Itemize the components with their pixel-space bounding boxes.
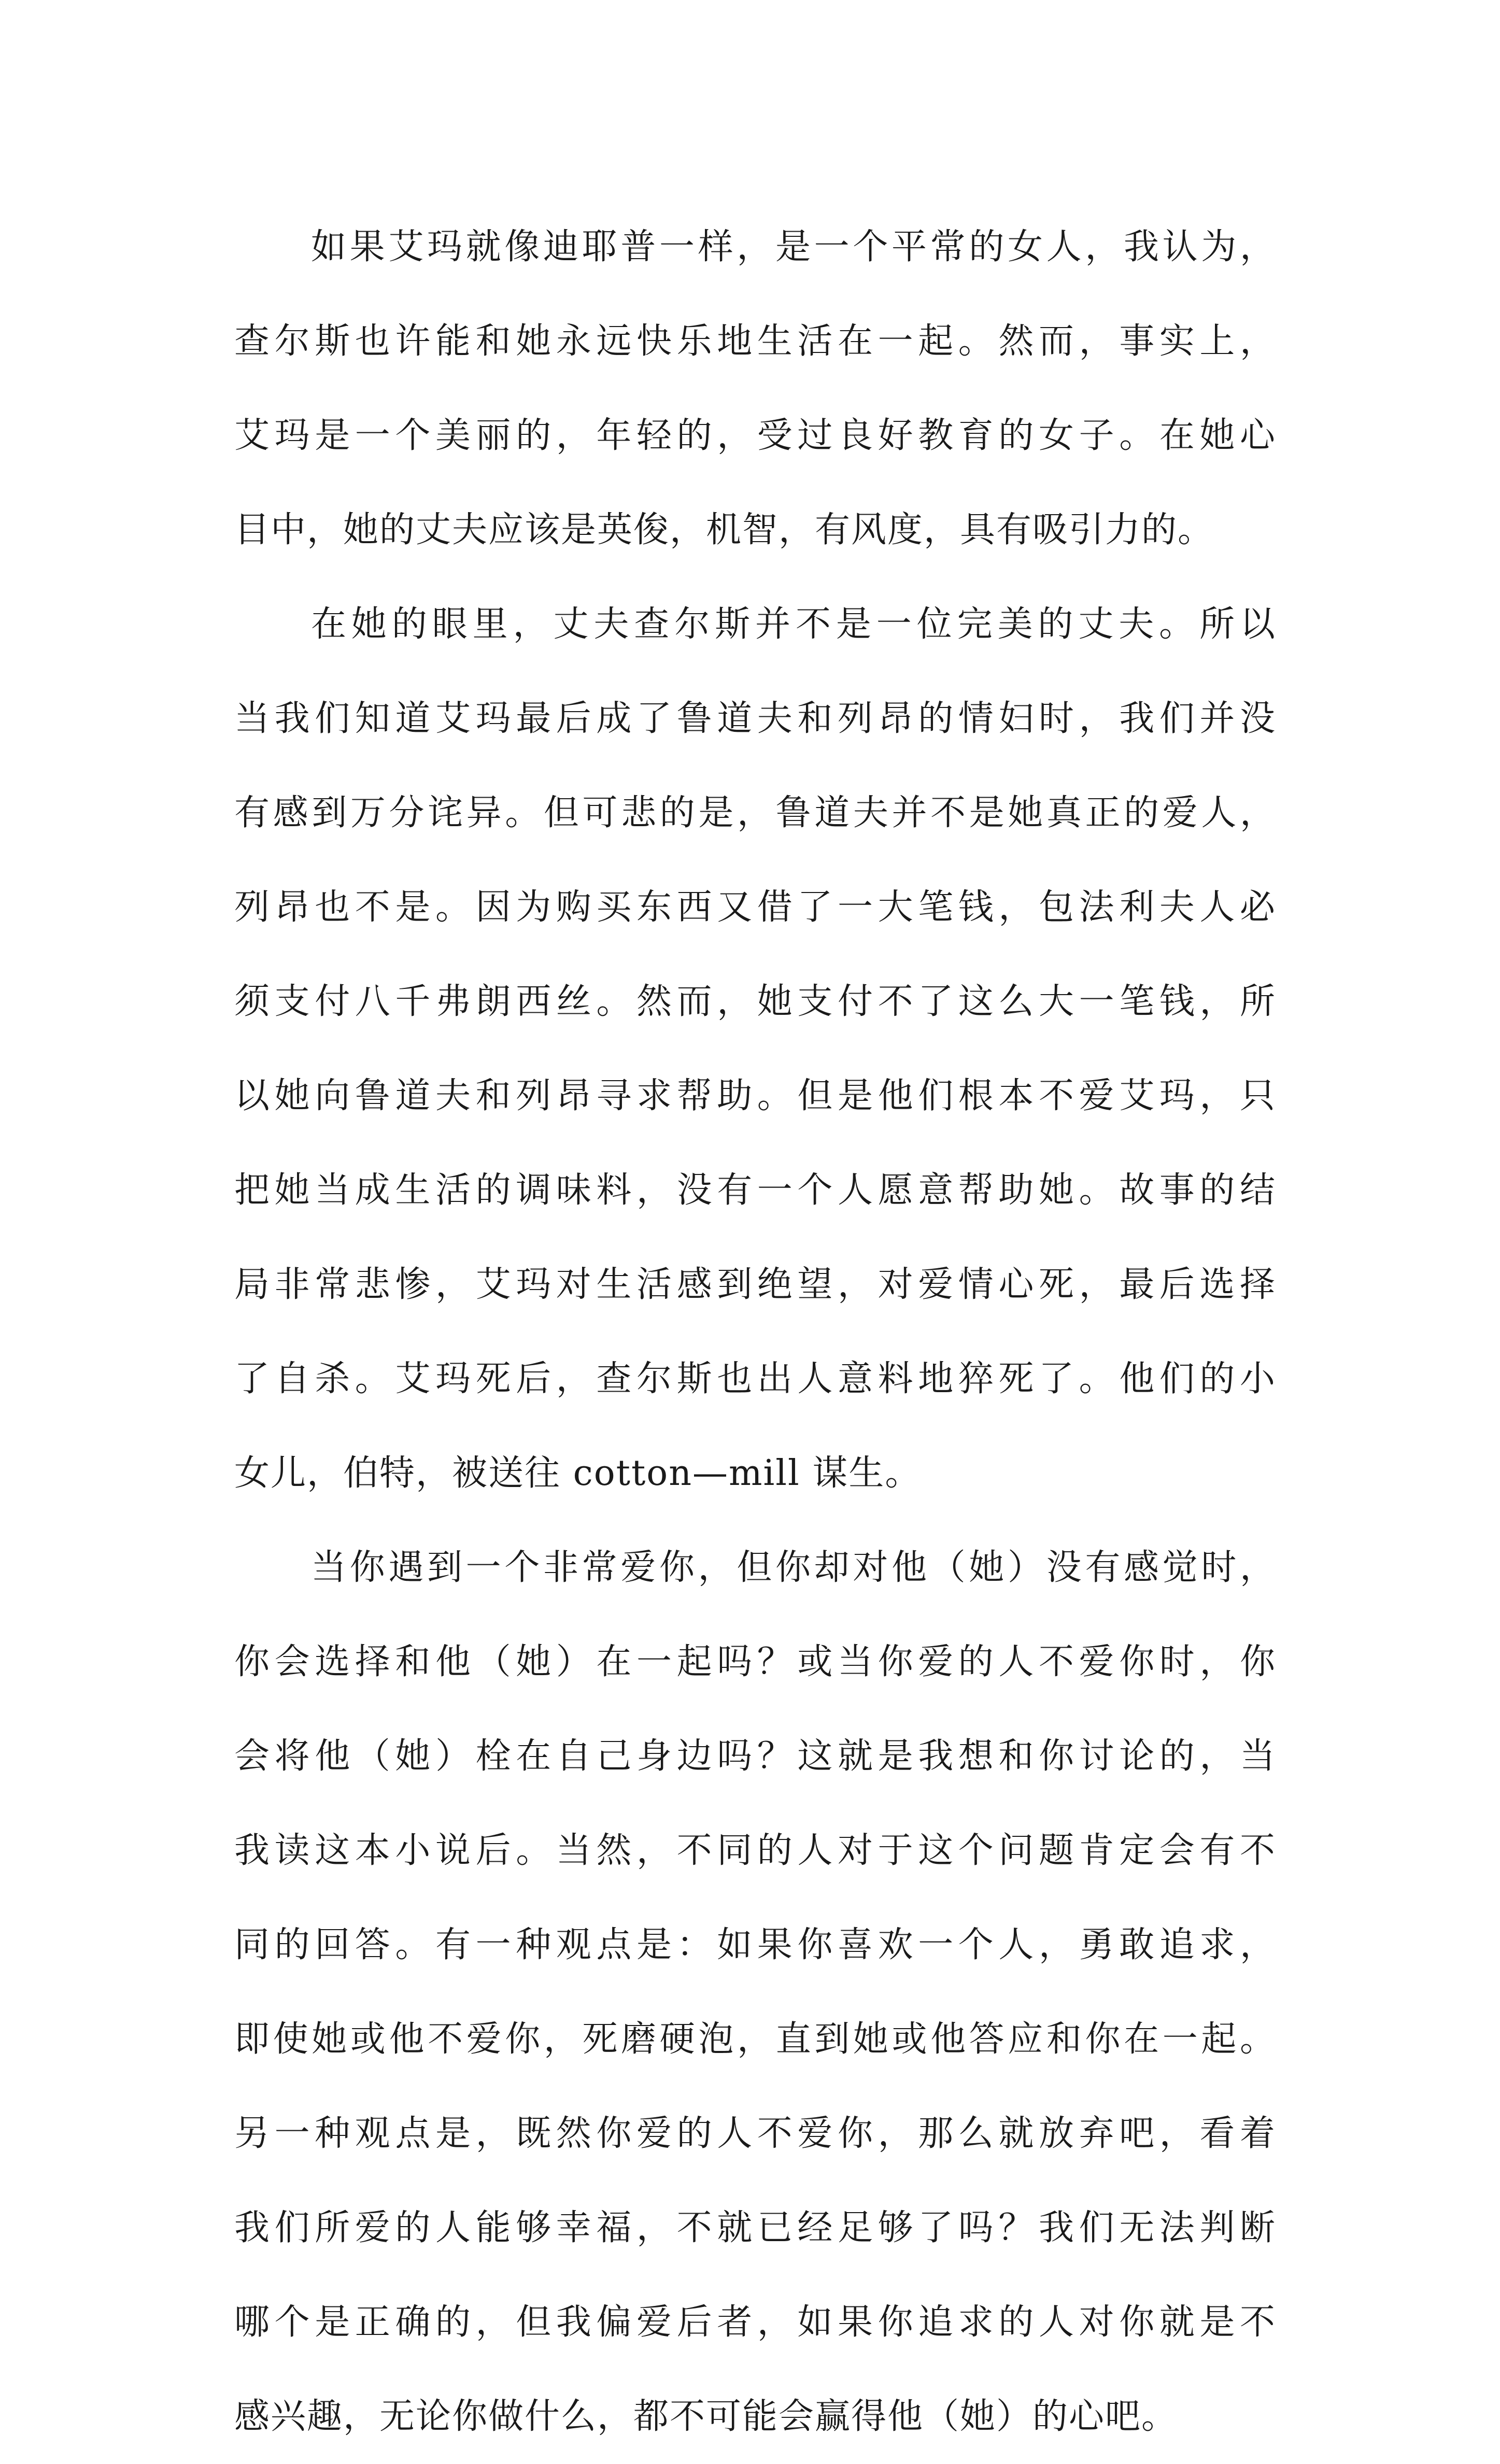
paragraph-2-line-6: 以她向鲁道夫和列昂寻求帮助。但是他们根本不爱艾玛，只 [234,1075,1276,1116]
paragraph-1-line-1: 如果艾玛就像迪耶普一样，是一个平常的女人，我认为， [311,226,1276,267]
paragraph-3-line-7: 另一种观点是，既然你爱的人不爱你，那么就放弃吧，看着 [234,2113,1276,2154]
paragraph-3-line-10: 感兴趣，无论你做什么，都不可能会赢得他（她）的心吧。 [234,2396,1178,2437]
paragraph-3-line-3: 会将他（她）栓在自己身边吗？这就是我想和你讨论的，当 [234,1736,1276,1777]
paragraph-2-line-2: 当我们知道艾玛最后成了鲁道夫和列昂的情妇时，我们并没 [234,698,1276,739]
paragraph-2-line-8: 局非常悲惨，艾玛对生活感到绝望，对爱情心死，最后选择 [234,1264,1276,1305]
paragraph-2-line-5: 须支付八千弗朗西丝。然而，她支付不了这么大一笔钱，所 [234,981,1276,1022]
paragraph-2-line-1: 在她的眼里，丈夫查尔斯并不是一位完美的丈夫。所以 [311,604,1276,645]
paragraph-1-line-4: 目中，她的丈夫应该是英俊，机智，有风度，具有吸引力的。 [234,509,1214,550]
paragraph-3-line-8: 我们所爱的人能够幸福，不就已经足够了吗？我们无法判断 [234,2207,1276,2248]
paragraph-3-line-5: 同的回答。有一种观点是：如果你喜欢一个人，勇敢追求， [234,1924,1276,1965]
paragraph-2-line-4: 列昂也不是。因为购买东西又借了一大笔钱，包法利夫人必 [234,887,1276,928]
body-text [234,200,1276,2464]
paragraph-3-line-1: 当你遇到一个非常爱你，但你却对他（她）没有感觉时， [311,1547,1276,1588]
paragraph-2-line-7: 把她当成生活的调味料，没有一个人愿意帮助她。故事的结 [234,1170,1276,1211]
paragraph-2-line-9: 了自杀。艾玛死后，查尔斯也出人意料地猝死了。他们的小 [234,1358,1276,1399]
paragraph-3-line-4: 我读这本小说后。当然，不同的人对于这个问题肯定会有不 [234,1830,1276,1871]
paragraph-3-line-6: 即使她或他不爱你，死磨硬泡，直到她或他答应和你在一起。 [234,2019,1276,2060]
paragraph-2-line-3: 有感到万分诧异。但可悲的是，鲁道夫并不是她真正的爱人， [234,792,1276,833]
paragraph-2-line-10: 女儿，伯特，被送往 cotton—mill 谋生。 [234,1453,922,1494]
paragraph-1-line-2: 查尔斯也许能和她永远快乐地生活在一起。然而，事实上， [234,321,1276,362]
paragraph-3-line-9: 哪个是正确的，但我偏爱后者，如果你追求的人对你就是不 [234,2302,1276,2343]
paragraph-3-line-2: 你会选择和他（她）在一起吗？或当你爱的人不爱你时，你 [234,1641,1276,1682]
paragraph-1-line-3: 艾玛是一个美丽的，年轻的，受过良好教育的女子。在她心 [234,415,1276,456]
